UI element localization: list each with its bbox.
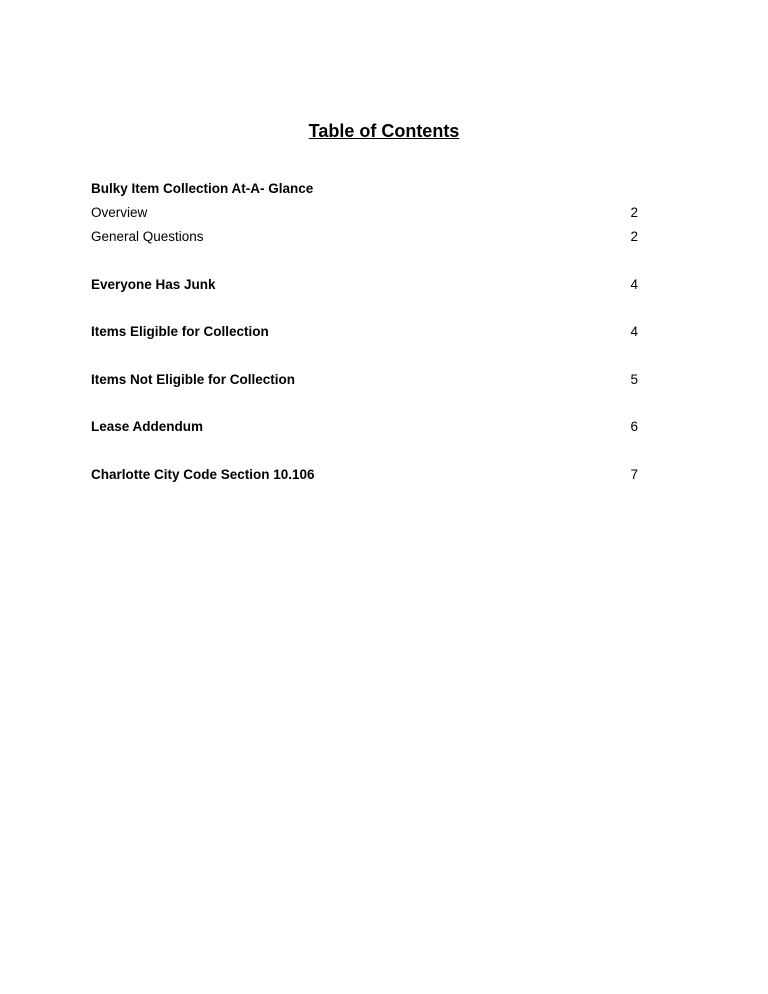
toc-entry-label: General Questions	[91, 229, 204, 244]
toc-page-number: 2	[630, 205, 638, 220]
toc-entry-label: Overview	[91, 205, 148, 220]
toc-entry-items-eligible	[91, 323, 641, 341]
toc-entry-everyone-has-junk	[91, 276, 641, 294]
toc-heading-label: Bulky Item Collection At-A- Glance	[91, 181, 314, 196]
toc-page-number: 5	[630, 372, 638, 387]
toc-page-number: 6	[630, 419, 638, 434]
toc-page-number: 2	[630, 229, 638, 244]
toc-page-number: 4	[630, 324, 638, 339]
toc-entry-city-code	[91, 466, 641, 484]
toc-page-number: 4	[630, 277, 638, 292]
toc-entry-lease-addendum	[91, 418, 641, 436]
toc-heading-label: Items Eligible for Collection	[91, 324, 269, 339]
toc-entry-overview	[91, 204, 641, 222]
toc-heading-label: Lease Addendum	[91, 419, 204, 434]
toc-entry-general-questions	[91, 228, 641, 246]
toc-page-number: 7	[630, 467, 638, 482]
toc-heading-label: Everyone Has Junk	[91, 277, 216, 292]
page-title: Table of Contents	[308, 121, 460, 141]
toc-heading-label: Charlotte City Code Section 10.106	[91, 467, 315, 482]
toc-entry-items-not-eligible	[91, 371, 641, 389]
toc-heading-label: Items Not Eligible for Collection	[91, 372, 296, 387]
toc-section-heading	[91, 180, 641, 198]
